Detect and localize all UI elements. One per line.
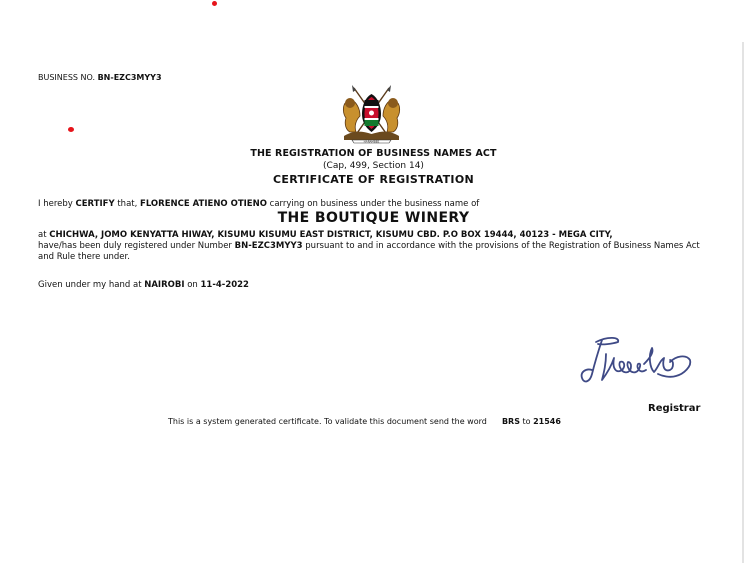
certify-bold: CERTIFY	[75, 199, 115, 209]
registered-text-1: have/has been duly registered under Number	[38, 241, 235, 251]
svg-text:HARAMBEE: HARAMBEE	[363, 139, 380, 144]
footer-word: BRS	[501, 417, 520, 426]
given-text-1: Given under my hand at	[38, 280, 145, 290]
given-text-2: on	[184, 280, 201, 290]
certify-line	[38, 199, 479, 209]
business-name: THE BOUTIQUE WINERY	[277, 210, 470, 226]
business-address: CHICHWA, JOMO KENYATTA HIWAY, KISUMU KISUMU EAST DISTRICT, KISUMU CBD. P.O BOX 19444, 40123 - MEGA CITY,	[49, 230, 613, 240]
footer-text: This is a system generated certificate. To validate this document send the word	[168, 417, 487, 426]
owner-name: FLORENCE ATIENO OTIENO	[140, 199, 267, 209]
footer-note	[168, 417, 561, 426]
act-cap: (Cap, 499, Section 14)	[323, 161, 424, 171]
red-dot-top	[212, 1, 217, 6]
given-line	[38, 280, 249, 290]
given-date: 11-4-2022	[200, 280, 249, 290]
registration-paragraph	[38, 230, 718, 263]
registrar-label: Registrar	[648, 403, 701, 414]
registrar-signature	[578, 334, 700, 392]
red-dot-left	[68, 127, 74, 132]
business-number-value: BN-EZC3MYY3	[97, 73, 162, 82]
act-title: THE REGISTRATION OF BUSINESS NAMES ACT	[250, 148, 497, 159]
business-number-label: BUSINESS NO.	[38, 73, 96, 82]
registered-number: BN-EZC3MYY3	[234, 241, 303, 251]
registered-text-2: pursuant to and in accordance with the provisions of the Registration of Business Names Act and Rule there under.	[38, 241, 700, 262]
business-number	[38, 73, 162, 82]
certify-text-2: that,	[114, 199, 141, 209]
page-edge	[742, 42, 744, 563]
certificate-title: CERTIFICATE OF REGISTRATION	[273, 173, 474, 186]
coat-of-arms-icon	[340, 84, 403, 144]
certify-text-3: carrying on business under the business name of	[266, 199, 480, 209]
footer-to: to	[522, 417, 531, 426]
certify-text-1: I hereby	[38, 199, 76, 209]
given-place: NAIROBI	[144, 280, 185, 290]
footer-number: 21546	[533, 417, 561, 426]
at-prefix: at	[38, 230, 50, 240]
